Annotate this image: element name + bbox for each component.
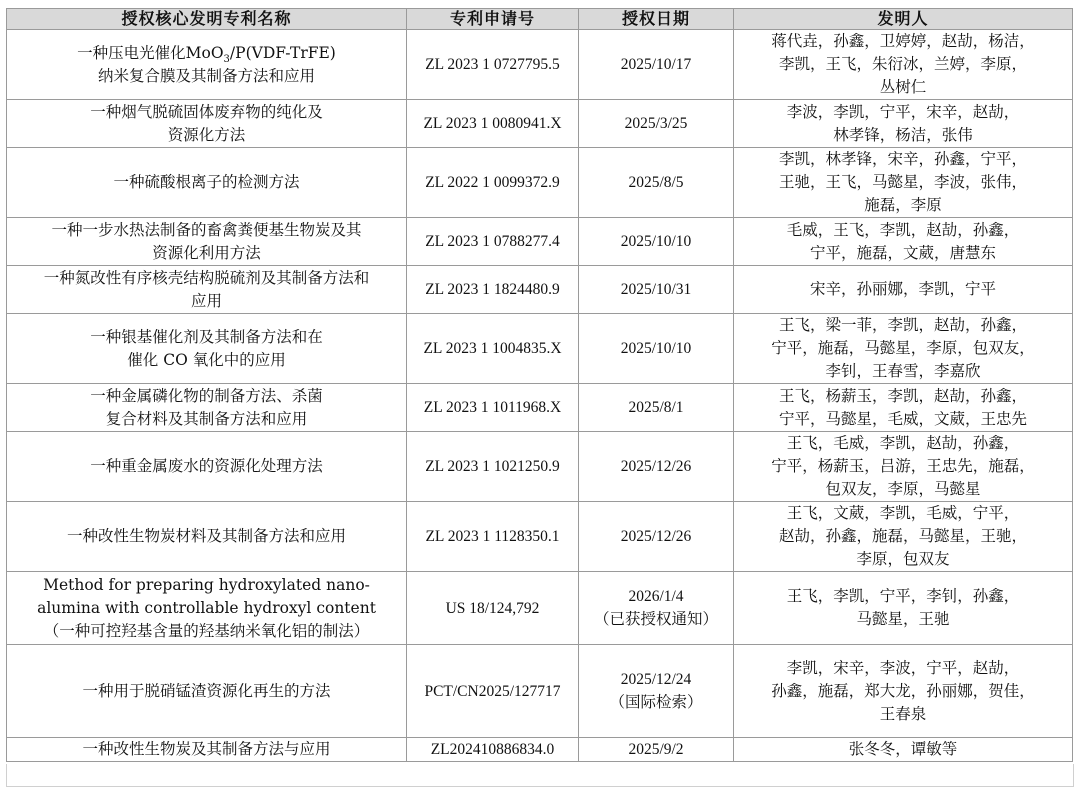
table-row xyxy=(7,30,1073,100)
patent-title-line: 一种压电光催化MoO$_3$/P(VDF-TrFE) xyxy=(77,43,336,65)
inventors-line: 包双友，李原，马懿星 xyxy=(825,480,981,498)
grant-date xyxy=(579,266,734,314)
patent-number: PCT/CN2025/127717 xyxy=(407,645,579,738)
patent-number: ZL 2023 1 1004835.X xyxy=(407,314,579,384)
patent-number: ZL 2023 1 0080941.X xyxy=(407,100,579,148)
inventors-line: 李原，包双友 xyxy=(856,550,950,568)
patent-number: ZL 2023 1 0727795.5 xyxy=(407,30,579,100)
patent-number: ZL 2023 1 1011968.X xyxy=(407,384,579,432)
inventors xyxy=(734,432,1073,502)
inventors-line: 张冬冬，谭敏等 xyxy=(848,740,958,758)
patent-number: ZL 2023 1 1824480.9 xyxy=(407,266,579,314)
header-inventors: 发明人 xyxy=(734,9,1073,30)
inventors xyxy=(734,218,1073,266)
inventors-line: 王春泉 xyxy=(879,704,927,723)
grant-date-line: 2025/12/26 xyxy=(620,458,692,475)
patent-title-line: 资源化方法 xyxy=(167,125,246,144)
header-date: 授权日期 xyxy=(579,9,734,30)
inventors-line: 施磊，李原 xyxy=(864,196,942,214)
table-header-row xyxy=(7,9,1073,30)
grant-date xyxy=(579,432,734,502)
grant-date-line: 2025/10/10 xyxy=(620,233,692,250)
table-row xyxy=(7,645,1073,738)
grant-date-line: 2025/3/25 xyxy=(624,115,688,132)
patent-title-line: 一种改性生物炭材料及其制备方法和应用 xyxy=(66,527,346,545)
inventors-line: 王飞，梁一菲，李凯，赵劼，孙鑫， xyxy=(778,316,1027,334)
table-body xyxy=(7,30,1073,762)
inventors xyxy=(734,572,1073,645)
patent-number: ZL 2022 1 0099372.9 xyxy=(407,148,579,218)
table-row xyxy=(7,266,1073,314)
table-row xyxy=(7,100,1073,148)
inventors-line: 宁平，杨薪玉，吕游，王忠先，施磊， xyxy=(771,457,1035,475)
patent-title-line: 一种重金属废水的资源化处理方法 xyxy=(90,457,323,475)
patent-title xyxy=(7,314,407,384)
inventors-line: 王飞，毛威，李凯，赵劼，孙鑫， xyxy=(786,434,1020,452)
patent-title-line: 一种烟气脱硫固体废弃物的纯化及 xyxy=(90,102,323,121)
patent-title-line: 一种硫酸根离子的检测方法 xyxy=(113,173,300,191)
patent-number: ZL202410886834.0 xyxy=(407,738,579,762)
inventors-line: 李钊，王春雪，李嘉欣 xyxy=(825,362,981,380)
patent-title-line: 一种金属磷化物的制备方法、杀菌 xyxy=(90,386,323,405)
grant-date xyxy=(579,384,734,432)
inventors-line: 李凯，宋辛，李波，宁平，赵劼， xyxy=(786,658,1020,677)
table-row xyxy=(7,148,1073,218)
table-row xyxy=(7,384,1073,432)
patent-table xyxy=(6,8,1073,762)
inventors-line: 宁平，施磊，文葳，唐慧东 xyxy=(809,243,996,262)
table-row xyxy=(7,738,1073,762)
inventors xyxy=(734,314,1073,384)
grant-date xyxy=(579,100,734,148)
header-number: 专利申请号 xyxy=(407,9,579,30)
patent-title-line: 应用 xyxy=(190,291,222,310)
patent-title xyxy=(7,384,407,432)
grant-date-line: 2025/10/17 xyxy=(620,56,692,73)
patent-title-line: 一种用于脱硝锰渣资源化再生的方法 xyxy=(82,681,331,700)
patent-title-line: 催化 CO 氧化中的应用 xyxy=(127,350,286,369)
table-row xyxy=(7,502,1073,572)
patent-title-line: 一种氮改性有序核壳结构脱硫剂及其制备方法和 xyxy=(43,268,370,287)
grant-date-line: 2025/8/1 xyxy=(628,399,684,416)
grant-date xyxy=(579,572,734,645)
patent-title xyxy=(7,30,407,100)
table-row xyxy=(7,314,1073,384)
patent-title xyxy=(7,432,407,502)
patent-title xyxy=(7,645,407,738)
inventors-line: 毛威，王飞，李凯，赵劼，孙鑫， xyxy=(786,220,1020,239)
patent-number: US 18/124,792 xyxy=(407,572,579,645)
patent-number: ZL 2023 1 1021250.9 xyxy=(407,432,579,502)
grant-date-line: 2025/8/5 xyxy=(628,174,684,191)
patent-title-line: 复合材料及其制备方法和应用 xyxy=(105,409,308,428)
inventors xyxy=(734,738,1073,762)
inventors-line: 李凯，林孝锋，宋辛，孙鑫，宁平， xyxy=(778,150,1027,168)
grant-date xyxy=(579,502,734,572)
patent-title xyxy=(7,100,407,148)
inventors xyxy=(734,30,1073,100)
patent-title xyxy=(7,148,407,218)
grant-date-line: 2025/10/31 xyxy=(620,281,692,298)
grant-date-line: 2025/12/26 xyxy=(620,528,692,545)
grant-date xyxy=(579,738,734,762)
inventors xyxy=(734,266,1073,314)
inventors-line: 孙鑫，施磊，郑大龙，孙丽娜，贺佳， xyxy=(771,681,1035,700)
grant-date xyxy=(579,314,734,384)
patent-title xyxy=(7,738,407,762)
inventors-line: 李波，李凯，宁平，宋辛，赵劼， xyxy=(786,102,1020,121)
patent-title-line: 一种银基催化剂及其制备方法和在 xyxy=(90,327,323,346)
patent-number: ZL 2023 1 1128350.1 xyxy=(407,502,579,572)
inventors xyxy=(734,100,1073,148)
grant-date-line: 2025/9/2 xyxy=(628,741,684,758)
grant-date-line: （国际检索） xyxy=(609,694,703,711)
inventors-line: 李凯，王飞，朱衍冰，兰婷，李原， xyxy=(778,55,1027,73)
header-title: 授权核心发明专利名称 xyxy=(7,9,407,30)
patent-title-line: 一种改性生物炭及其制备方法与应用 xyxy=(82,740,331,758)
patent-title xyxy=(7,266,407,314)
inventors xyxy=(734,502,1073,572)
inventors-line: 王飞，文葳，李凯，毛威，宁平， xyxy=(786,504,1020,522)
table-row xyxy=(7,218,1073,266)
grant-date xyxy=(579,218,734,266)
grant-date-line: 2025/10/10 xyxy=(620,340,692,357)
grant-date xyxy=(579,148,734,218)
inventors-line: 王飞，杨薪玉，李凯，赵劼，孙鑫， xyxy=(778,386,1027,405)
inventors-line: 宁平，施磊，马懿星，李原，包双友， xyxy=(771,339,1035,357)
grant-date xyxy=(579,30,734,100)
inventors-line: 马懿星，王驰 xyxy=(856,610,950,628)
patent-number: ZL 2023 1 0788277.4 xyxy=(407,218,579,266)
table-bottom-strip xyxy=(6,764,1074,787)
patent-title-line: Method for preparing hydroxylated nano- xyxy=(43,575,370,594)
patent-title xyxy=(7,502,407,572)
inventors-line: 赵劼，孙鑫，施磊，马懿星，王驰， xyxy=(778,527,1027,545)
inventors-line: 丛树仁 xyxy=(879,78,927,96)
inventors-line: 王驰，王飞，马懿星，李波，张伟， xyxy=(778,173,1027,191)
grant-date-line: 2026/1/4 xyxy=(628,588,684,605)
patent-title-line: alumina with controllable hydroxyl content xyxy=(37,598,376,617)
table-row xyxy=(7,572,1073,645)
patent-title-line: 一种一步水热法制备的畜禽粪便基生物炭及其 xyxy=(51,220,362,239)
inventors-line: 宋辛，孙丽娜，李凯，宁平 xyxy=(809,280,996,298)
patent-title xyxy=(7,218,407,266)
inventors xyxy=(734,645,1073,738)
inventors-line: 宁平，马懿星，毛威，文葳，王忠先 xyxy=(778,409,1027,428)
inventors-line: 王飞，李凯，宁平，李钊，孙鑫， xyxy=(786,587,1020,605)
table-row xyxy=(7,432,1073,502)
patent-title xyxy=(7,572,407,645)
grant-date-line: 2025/12/24 xyxy=(620,671,692,688)
patent-title-line: 资源化利用方法 xyxy=(152,243,261,262)
grant-date-line: （已获授权通知） xyxy=(593,611,718,628)
patent-title-line: （一种可控羟基含量的羟基纳米氧化铝的制法） xyxy=(43,621,370,640)
inventors xyxy=(734,148,1073,218)
grant-date xyxy=(579,645,734,738)
inventors-line: 蒋代垚，孙鑫，卫婷婷，赵劼，杨洁， xyxy=(771,32,1035,50)
patent-title-line: 纳米复合膜及其制备方法和应用 xyxy=(97,66,315,85)
inventors xyxy=(734,384,1073,432)
inventors-line: 林孝锋，杨洁，张伟 xyxy=(833,125,973,144)
